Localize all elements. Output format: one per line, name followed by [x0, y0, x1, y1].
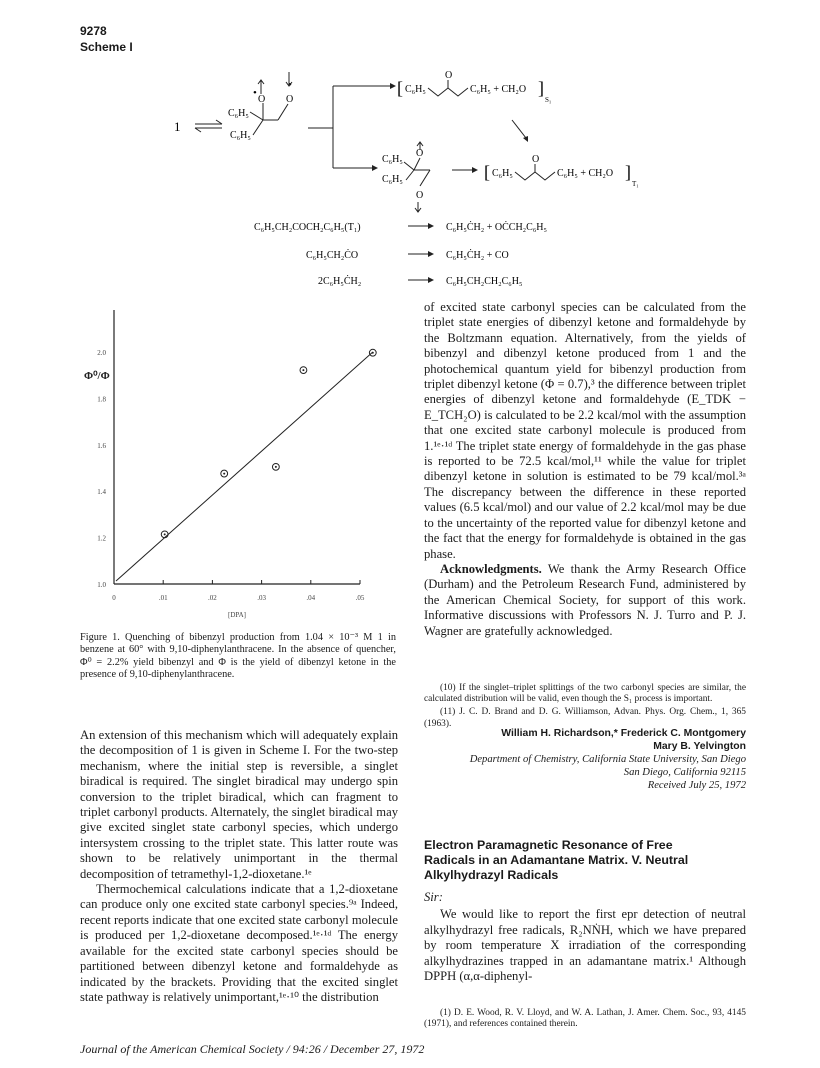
- paragraph: An extension of this mechanism which will adequately explain the decomposition of 1 is given in Scheme I. For the two-step mechanism, where the initial step is reversible, a singlet biradical is required. The singlet biradical may undergo spin conversion to the triplet biradical, which can fragment to triplet carbonyl products. Alternately, the singlet biradical may give excited singlet state carbonyl species, which undergo intersystem crossing to the triplet state. This latter route was shown to be relatively unimportant in the thermal decomposition of tetramethyl-1,2-dioxetane.¹ᵉ: [80, 728, 398, 881]
- svg-text:C₆H₅ĊH₂ + OĊCH₂C₆H₅: C₆H₅ĊH₂ + OĊCH₂C₆H₅: [446, 222, 548, 233]
- svg-text:C₆H₅CH₂COCH₂C₆H₅(T₁): C₆H₅CH₂COCH₂C₆H₅(T₁): [254, 222, 361, 233]
- svg-text:C₆H₅: C₆H₅: [230, 130, 251, 141]
- signature-block: [424, 727, 746, 792]
- footnotes-top: [424, 683, 746, 732]
- svg-text:C₆H₅: C₆H₅: [228, 108, 249, 119]
- reaction-3: [318, 275, 522, 287]
- data-point-center: [223, 473, 225, 475]
- svg-text:O: O: [445, 70, 453, 81]
- svg-text:•: •: [253, 87, 257, 99]
- second-article-body: [424, 890, 746, 984]
- data-point-center: [372, 352, 374, 354]
- city: San Diego, California 92115: [623, 767, 746, 778]
- quenching-plot: [78, 300, 400, 645]
- acknowledgments: [424, 562, 746, 639]
- authors-line-2: Mary B. Yelvington: [653, 741, 746, 752]
- compound-label: 1: [174, 119, 181, 134]
- svg-text:C₆H₅: C₆H₅: [382, 174, 403, 185]
- reaction-2: [306, 249, 509, 261]
- y-tick-label: 2.0: [97, 349, 106, 357]
- x-tick-label: .03: [257, 594, 266, 602]
- svg-text:O: O: [416, 148, 424, 159]
- y-tick-label: 1.8: [97, 395, 106, 404]
- svg-text:C₆H₅ + CH₂O: C₆H₅ + CH₂O: [470, 84, 527, 95]
- equilibrium-arrow: [195, 120, 222, 132]
- y-tick-label: 1.2: [97, 534, 106, 543]
- page-number: 9278: [80, 24, 107, 38]
- x-tick-label: 0: [112, 594, 116, 602]
- isc-arrow: [512, 120, 526, 138]
- paragraph: Thermochemical calculations indicate that a 1,2-dioxetane can produce only one excited state carbonyl species.⁹ᵃ Indeed, recent reports indicate that one excited state carbonyl molecule is produced per 1,2-dioxetane decomposed.¹ᵉ·¹ᵈ The energy available for the excited state carbonyl species should be partitioned between dibenzyl ketone and formaldehyde as indicated by the brackets. Providing that the excited singlet state pathway is relatively unimportant,¹ᵉ·¹⁰ the distribution: [80, 882, 398, 1004]
- article-title: Electron Paramagnetic Resonance of Free Radicals in an Adamantane Matrix. V. Neutral Alkylhydrazyl Radicals: [424, 838, 689, 882]
- svg-text:C₆H₅ + CH₂O: C₆H₅ + CH₂O: [557, 168, 614, 179]
- svg-text:C₆H₅: C₆H₅: [382, 154, 403, 165]
- svg-text:S₁: S₁: [545, 96, 552, 104]
- svg-text:]: ]: [538, 78, 544, 98]
- svg-text:O: O: [416, 190, 424, 201]
- journal-footer: Journal of the American Chemical Society / 94:26 / December 27, 1972: [80, 1042, 425, 1056]
- y-tick-label: 1.4: [97, 488, 106, 497]
- paragraph: We would like to report the first epr detection of neutral alkylhydrazyl free radicals, R₂NṄH, which we have prepared by room temperature X irradiation of the corresponding alkylhydrazines trapped in an adamantane matrix.¹ Although DPPH (α,α-diphenyl-: [424, 907, 746, 984]
- scheme-title: Scheme I: [80, 40, 133, 54]
- svg-text:C₆H₅ĊH₂ + CO: C₆H₅ĊH₂ + CO: [446, 250, 509, 261]
- x-tick-label: .02: [208, 594, 217, 602]
- paragraph: of excited state carbonyl species can be calculated from the triplet state energies of dibenzyl ketone and formaldehyde by the Boltzmann equation. Alternatively, from the yields of bibenzyl and dibenzyl ketone produced from 1 and the photochemical quantum yield for bibenzyl production from triplet dibenzyl ketone (Φ = 0.7),³ the difference between triplet energies of dibenzyl ketone and formaldehyde (E_TDK − E_TCH₂O) is calculated to be 2.2 kcal/mol with the assumption that one excited state carbonyl molecule is produced from 1.¹ᵉ·¹ᵈ The triplet state energy of formaldehyde in the gas phase is reported to be 72.5 kcal/mol,¹¹ while the value for triplet dibenzyl ketone in solution is estimated to be 79 kcal/mol.³ᵃ The discrepancy between the difference in these reported values (6.5 kcal/mol) and our value of 2.2 kcal/mol may be due to the uncertainty of the reported value for dibenzyl ketone and the fact that the energy for formaldehyde is obtained in the gas phase.: [424, 300, 746, 561]
- authors-line-1: William H. Richardson,* Frederick C. Montgomery: [501, 728, 746, 739]
- ack-heading: Acknowledgments.: [440, 561, 542, 576]
- received-date: Received July 25, 1972: [647, 780, 746, 791]
- svg-text:O: O: [286, 94, 294, 105]
- svg-text:O: O: [532, 154, 540, 165]
- data-point-center: [302, 369, 304, 371]
- data-point-center: [164, 533, 166, 535]
- svg-text:C₆H₅CH₂CH₂C₆H₅: C₆H₅CH₂CH₂C₆H₅: [446, 276, 523, 287]
- y-tick-label: 1.0: [97, 581, 106, 589]
- singlet-products: [397, 70, 551, 104]
- svg-text:•: •: [288, 79, 292, 91]
- left-column: [80, 728, 398, 1005]
- triplet-biradical: [382, 142, 430, 212]
- svg-text:[: [: [397, 78, 403, 98]
- x-axis-label: [DPA]: [227, 611, 247, 619]
- footnote-11: (11) J. C. D. Brand and D. G. Williamson, Advan. Phys. Org. Chem., 1, 365 (1963).: [424, 707, 746, 729]
- ack-body: We thank the Army Research Office (Durham) and the Petroleum Research Fund, administered by the American Chemical Society, for support of this work. Informative discussions with Professors N. J. Turro and P. J. Wagner are gratefully acknowledged.: [424, 561, 746, 638]
- right-column: [424, 300, 746, 639]
- department: Department of Chemistry, California State University, San Diego: [469, 754, 746, 765]
- figure-caption: Figure 1. Quenching of bibenzyl production from 1.04 × 10⁻³ M 1 in benzene at 60° with 9,10-diphenylanthracene. In the absence of quencher, Φ⁰ = 2.2% yield bibenzyl and Φ is the yield of dibenzyl ketone in the presence of 9,10-diphenylanthracene.: [80, 632, 396, 681]
- x-tick-label: .05: [355, 594, 365, 602]
- svg-text:C₆H₅: C₆H₅: [405, 84, 426, 95]
- data-point-center: [275, 466, 277, 468]
- y-axis-label: Φ⁰/Φ: [84, 370, 110, 383]
- scheme-diagram: [150, 58, 670, 290]
- svg-text:C₆H₅CH₂ĊO: C₆H₅CH₂ĊO: [306, 250, 359, 261]
- svg-text:[: [: [484, 162, 490, 182]
- triplet-products: [484, 154, 639, 188]
- x-tick-label: .01: [158, 594, 168, 602]
- x-tick-label: .04: [306, 594, 316, 602]
- svg-text:O: O: [258, 94, 266, 105]
- salutation: Sir:: [424, 890, 443, 904]
- svg-text:]: ]: [625, 162, 631, 182]
- footnote-1: (1) D. E. Wood, R. V. Lloyd, and W. A. Lathan, J. Amer. Chem. Soc., 93, 4145 (1971), and references contained therein.: [424, 1008, 746, 1030]
- biradical-structure: [228, 72, 293, 141]
- svg-text:2C₆H₅ĊH₂: 2C₆H₅ĊH₂: [318, 276, 362, 287]
- fit-line: [116, 352, 373, 581]
- y-tick-label: 1.6: [97, 441, 106, 450]
- reaction-1: [254, 221, 547, 233]
- footnote-10: (10) If the singlet–triplet splittings of the two carbonyl species are similar, the calculated distribution will be valid, even though the S₁ process is important.: [424, 683, 746, 705]
- svg-text:T₁: T₁: [632, 180, 639, 188]
- svg-text:C₆H₅: C₆H₅: [492, 168, 513, 179]
